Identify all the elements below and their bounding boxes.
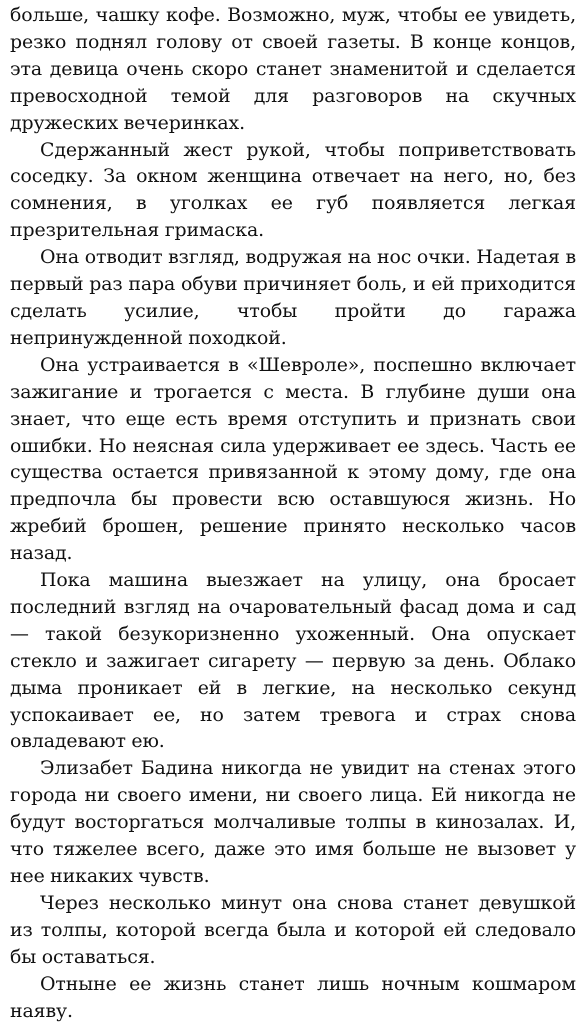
- paragraph-6: Элизабет Бадина никогда не увидит на стенах этого города ни своего имени, ни своего лица. Ей никогда не будут восторгаться молчаливые толпы в кинозалах. И, что тяжелее всего, даже это имя больше не вызовет у нее никаких чувств.: [10, 757, 576, 887]
- paragraph-5: Пока машина выезжает на улицу, она бросает последний взгляд на очаровательный фасад дома и сад — такой безукоризненно ухоженный. Она опускает стекло и зажигает сигарету — первую за день. Облако дыма проникает ей в легкие, на несколько секунд успокаивает ее, но затем тревога и страх снова овладевают ею.: [10, 569, 576, 753]
- paragraph-8: Отныне ее жизнь станет лишь ночным кошмаром наяву.: [10, 972, 576, 1022]
- paragraph-3: Она отводит взгляд, водружая на нос очки. Надетая в первый раз пара обуви причиняет боль, и ей приходится сделать усилие, чтобы пройти до гаража непринужденной походкой.: [10, 246, 576, 349]
- paragraph-7: Через несколько минут она снова станет девушкой из толпы, которой всегда была и которой ей следовало бы оставаться.: [10, 891, 576, 968]
- book-page-text: [10, 2, 576, 1024]
- paragraph-1: больше, чашку кофе. Возможно, муж, чтобы ее увидеть, резко поднял голову от своей газеты. В конце концов, эта девица очень скоро станет знаменитой и сделается превосходной темой для разговоров на скучных дружеских вечеринках.: [10, 4, 576, 134]
- paragraph-4: Она устраивается в «Шевроле», поспешно включает зажигание и трогается с места. В глубине души она знает, что еще есть время отступить и признать свои ошибки. Но неясная сила удерживает ее здесь. Часть ее существа остается привязанной к этому дому, где она предпочла бы провести всю оставшуюся жизнь. Но жребий брошен, решение принято несколько часов назад.: [10, 353, 576, 565]
- paragraph-2: Сдержанный жест рукой, чтобы поприветствовать соседку. За окном женщина отвечает на него, но, без сомнения, в уголках ее губ появляется легкая презрительная гримаска.: [10, 138, 576, 242]
